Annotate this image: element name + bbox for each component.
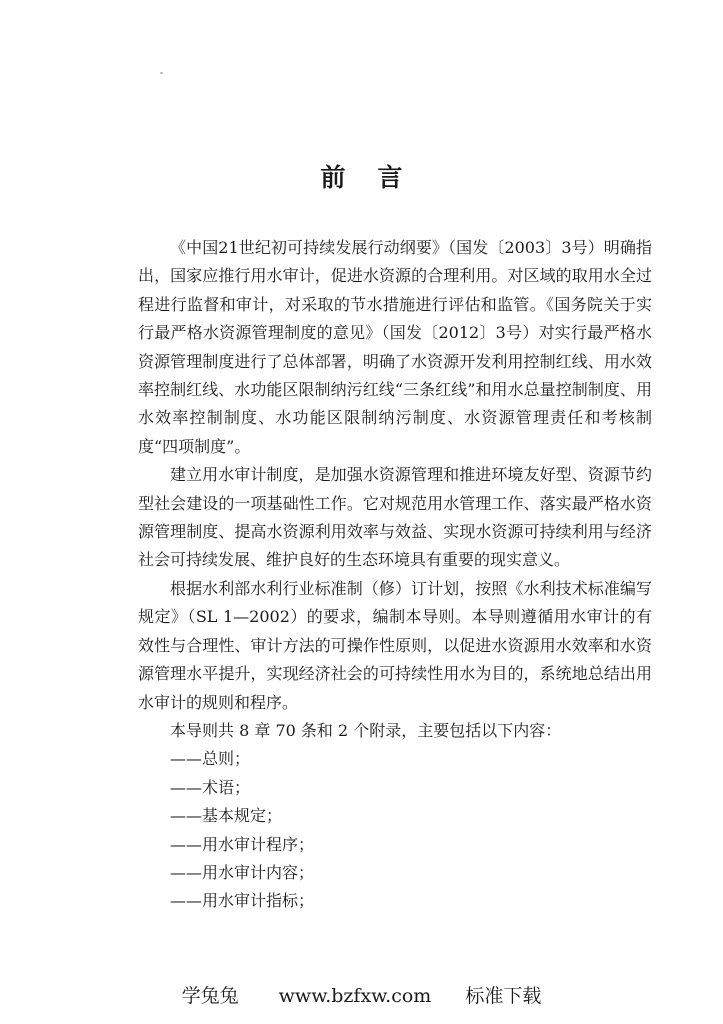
list-item: ——术语； — [170, 777, 251, 797]
list-item: ——用水审计程序； — [170, 834, 315, 854]
list-item: ——基本规定； — [170, 806, 283, 826]
scan-speck — [160, 72, 163, 74]
paragraph-basis: 根据水利部水利行业标准制（修）订计划，按照《水利技术标准编写规定》（SL 1—2002）的要求，编制本导则。本导则遵循用水审计的有效性与合理性、审计方法的可操作性原则，以促进水资源用水效率和水资源管理水平提升，实现经济社会的可持续性用水为目的，系统地总结出用水审计的规则和程序。 — [138, 578, 652, 712]
list-item: ——用水审计内容； — [170, 862, 315, 882]
list-item: ——用水审计指标； — [170, 891, 315, 911]
footer-tagline: 标准下载 — [465, 985, 542, 1007]
footer-site-name: 学兔兔 — [181, 985, 239, 1007]
paragraph-significance: 建立用水审计制度，是加强水资源管理和推进环境友好型、资源节约型社会建设的一项基础性工作。它对规范用水管理工作、落实最严格水资源管理制度、提高水资源利用效率与效益、实现水资源可持续利用与经济社会可持续发展、维护良好的生态环境具有重要的现实意义。 — [138, 465, 652, 570]
paragraph-intro: 《中国21世纪初可持续发展行动纲要》（国发〔2003〕3号）明确指出，国家应推行用水审计，促进水资源的合理利用。对区域的取用水全过程进行监督和审计，对采取的节水措施进行评估和监管。《国务院关于实行最严格水资源管理制度的意见》（国发〔2012〕3号）对实行最严格水资源管理制度进行了总体部署，明确了水资源开发利用控制红线、用水效率控制红线、水功能区限制纳污红线“三条红线”和用水总量控制制度、用水效率控制制度、水功能区限制纳污制度、水资源管理责任和考核制度“四项制度”。 — [138, 238, 652, 456]
watermark-footer — [0, 983, 723, 1009]
list-item: ——总则； — [170, 749, 251, 769]
document-body — [138, 234, 652, 916]
page-title: 前言 — [320, 163, 435, 192]
paragraph-contents: 本导则共 8 章 70 条和 2 个附录，主要包括以下内容： — [170, 720, 562, 740]
footer-url[interactable]: www.bzfxw.com — [278, 985, 432, 1007]
